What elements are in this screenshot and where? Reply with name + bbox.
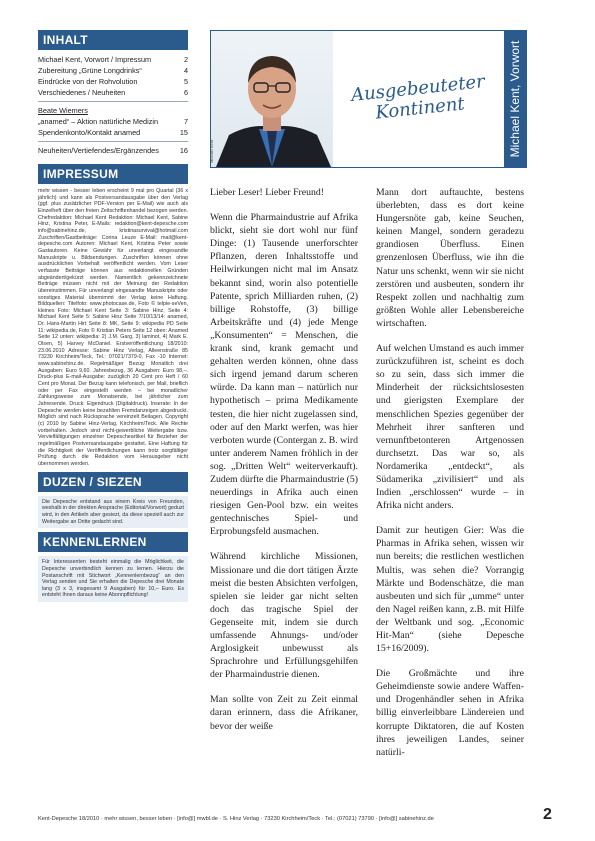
photo-credit: Michael Kent bbox=[209, 139, 214, 163]
toc-item[interactable]: Zubereitung „Grüne Longdrinks“ 4 bbox=[38, 66, 188, 75]
duzen-heading: DUZEN / SIEZEN bbox=[38, 472, 188, 492]
toc-item[interactable]: Eindrücke von der Rohvolution 5 bbox=[38, 77, 188, 86]
toc-item[interactable]: Verschiedenes / Neuheiten 6 bbox=[38, 88, 188, 97]
impressum-text: mehr wissen - besser leben erscheint 9 mal pro Quartal (36 x jährlich) und kann als Postversandausgabe über den Verlag (ggf. plus zusätzlicher PDF-Version per E-Mail) wie auch als Einzelheft über den freien Zeitschriftenhandel bezogen werden. Chefredaktion: Michael Kent Redaktion: Michael Kent, Sabine Hinz, Kristina Peter, E-Mails: redaktion@kent-depesche.com info@sabinehinz.de, kristinasurvival@hotmail.com Zuschriften/Gastbeiträge: Corina Leuze E-Mail: mail@kent-depesche.com Autoren: Michael Kent, Kristina Peter sowie Gastautoren. Keine Gewähr für unverlangt eingesandte Manuskripte u. Bildsendungen. Zuschriften können ohne ausdrücklichen Vorbehalt veröffentlicht werden. Vom Leser verfasste Beiträge können aus redaktionellen Gründen abgeändert/gekürzt werden. Namentlich gekennzeichnete Beiträge müssen nicht mit der Meinung der Redaktion übereinstimmen. Für unverlangt eingesandte Manuskripte oder sonstiges Material übernimmt der Verlag keine Haftung. Bildquellen: Titelfoto: www.photocase.de, Foto © telpie-seVen, kleines Foto: Michael Kent Seite 3: Sabine Hinz, Seite 4: Michael Kent Seite 5: Sabine Hinz Seite 7/10/13/14: anamed, Dr. Hans-Martin Hirt Seite 8: MK, Seite 9: wikipedia PD Seite 11: wikipedia.de, Foto © Kristian Peters Seite 12 oben: Anamed Seite 12 unten: wikipedia: 2) J.M. Garg, 3) laminot, 4) Mark E. Olsen, 5) Harvey McDaniel. Erstveröffentlichung 18/2010: 23.06.2010 Adresse: Sabine Hinz Verlag, Alleenstraße 85 73230 Kirchheim/Teck, Tel.: 07021/7379-0, Fax -10 Internet: www.sabinehinz.de. Regelmäßiger Bezug: Monatlich drei Ausgaben: Euro 9,60. Jahresbezug, 36 Ausgaben: Euro 98,–. Druck-plus E-mail-Ausgabe: zuzüglich 20 Cent pro Heft / 60 Cent pro Monat. Der Bezug kann telefonisch, per Mail, brieflich oder per Fax eingestellt werden – bei monatlicher Zahlungsweise zum Monatsende, bei jährlicher zum Jahresende. Druck: Eigendruck (Digitaldruck). Inserate: In der Depesche werden keine bezahlten Fremdanzeigen abgedruckt. Möglich sind nach Rücksprache vereinzelt Beilagen. Copyright (c) 2010 by Sabine Hinz-Verlag, Kirchheim/Teck. Alle Rechte vorbehalten. Jedoch sind nicht-gewerbliche Weitergabe bzw. Vervielfältigungen einzelner Depescheartikel für Bezieher der regelmäßigen Postversandausgabe gestattet. Eine Haftung für die Richtigkeit der Veröffentlichungen kann trotz sorgfältiger Prüfung durch die Redaktion vom Herausgeber nicht übernommen werden. bbox=[38, 188, 188, 467]
paragraph: Man sollte von Zeit zu Zeit einmal daran erinnern, dass die Afrikaner, bevor der weiße bbox=[210, 694, 358, 732]
table-of-contents bbox=[38, 54, 188, 156]
paragraph: Wenn die Pharmaindustrie auf Afrika blickt, sieht sie dort wohl nur fünf Dinge: (1) Tausende unerforschter Pflanzen, deren Inhaltsstoffe und Heilwirkungen nicht mal im Ansatz bekannt sind, worin also potentielle Patente, sprich Milliarden ruhen, (2) billige Rohstoffe, (3) billige Arbeitskräfte und (4) jede Menge „Konsumenten“ = Menschen, die krank sind, krank gemacht und gehalten werden können, ohne dass sich irgend jemand darum scheren würde. Da kann man – natürlich nur hypothetisch – prima Medikamente testen, die hier nicht zugelassen sind, oder auf den Markt werfen, was hier verboten wurde (Contergan z. B. wird unter anderem Namen fröhlich in der sog. „Dritten Welt“ weiterverkauft). Zudem dürfte die Pharmaindustrie (5) neuerdings in Afrika auch einen riesigen Gen-Pool bzw. ein weites gentechnisches Spiel- und Erprobungsfeld ausmachen. bbox=[210, 212, 358, 538]
article-column-2 bbox=[376, 186, 524, 771]
kennenlernen-text: Für Interessenten besteht einmalig die Möglichkeit, die Depesche unverbindlich kennen zu lernen. Hierzu die Postanschrift mit Stichwort „Kennenlernbezug“ an den Verlag senden und Sie erhalten die Depesche drei Monate lang (3 x 3, insgesamt 9 Ausgaben) für 10,– Euro. Es entsteht Ihnen daraus keine Abonnpflichtung! bbox=[38, 556, 188, 602]
section-title: Michael Kent, Vorwort bbox=[508, 40, 522, 158]
kennenlernen-heading: KENNENLERNEN bbox=[38, 532, 188, 552]
paragraph: Auf welchen Umstand es auch immer zurückzuführen ist, scheint es doch so zu sein, dass sich immer die Minderheit der rücksichtslosesten und gierigsten Exemplare der menschlichen Spezies gegenüber der Mehrheit ihrer sanfteren und vernunftbetonteren Artgenossen durchsetzt. Das war so, als Nordamerika „entdeckt“, als Südamerika „zivilisiert“ und als Indien „erschlossen“ wurde – in Afrika nicht anders. bbox=[376, 343, 524, 512]
salutation: Lieber Leser! Lieber Freund! bbox=[210, 187, 324, 198]
toc-item[interactable]: „anamed“ – Aktion natürliche Medizin 7 bbox=[38, 117, 188, 126]
page-footer: Kent-Depesche 18/2010 · mehr wissen, besser leben · [info@] mwbl.de · S. Hinz Verlag · 73230 Kirchheim/Teck · Tel.: (07021) 73790 · [info@] sabinehinz.de bbox=[38, 816, 434, 822]
portrait-illustration bbox=[211, 31, 333, 167]
toc-item[interactable]: Michael Kent, Vorwort / Impressum 2 bbox=[38, 55, 188, 64]
article-column-1 bbox=[210, 186, 358, 745]
duzen-text: Die Depesche entstand aus einem Kreis von Freunden, weshalb in der direkten Ansprache (Editorial/Vorwort) geduzt wird, in den Artikeln aber gesiezt, da diese speziell auch zur Weitergabe an Dritte gedacht sind. bbox=[38, 496, 188, 529]
paragraph: Damit zur heutigen Gier: Was die Pharmas in Afrika sehen, wissen wir nun bereits; die restlichen westlichen Multis, was sehen die? Vorrangig Märkte und Bodenschätze, die man ausbeuten und sich für „umme“ unter den Nagel reißen kann, z.B. mit Hilfe der Weltbank und sog. „Economic Hit-Man“ (siehe Depesche 15+16/2009). bbox=[376, 525, 524, 655]
paragraph: Die Großmächte und ihre Geheimdienste sowie andere Waffen- und Drogenhändler sehen in Afrika billig einverleibbare Ländereien und korrupte Diktatoren, die auf Kosten ihres jeweiligen Landes, seiner natürli- bbox=[376, 668, 524, 758]
toc-author: Beate Wiemers bbox=[38, 106, 88, 115]
paragraph: Mann dort auftauchte, bestens überlebten, dass es dort keine Hungersnöte gab, keine Seuchen, keinen Mangel, sondern geradezu grandiosen Überfluss. Einen grenzenlosen Überfluss, wie ihn die Natur uns schenkt, wenn wir sie nicht zerstören und ausbeuten, sondern ihr Respekt zollen und nachhaltig zum größten Wohle aller Lebensbereiche wirtschaften. bbox=[376, 187, 524, 329]
article-kicker: Ausgebeuteter Kontinent bbox=[350, 71, 486, 124]
sidebar bbox=[38, 30, 188, 602]
impressum-heading: IMPRESSUM bbox=[38, 164, 188, 184]
page-number: 2 bbox=[543, 806, 552, 823]
toc-item[interactable]: Spendenkonto/Kontakt anamed 15 bbox=[38, 128, 188, 137]
divider bbox=[38, 101, 188, 102]
article-header bbox=[210, 30, 527, 168]
paragraph: Während kirchliche Missionen, Missionare und die dort tätigen Ärzte meist die besten Absichten verfolgen, spielen sie leider gar nicht selten doch das tragische Spiel der Gegenseite mit, indem sie durch umfassende Ahnungs- und/oder Arglosigkeit unbewusst als Sprachrohre und Erfüllungsgehilfen der Pharmaindustrie dienen. bbox=[210, 551, 358, 681]
divider bbox=[38, 141, 188, 142]
author-photo bbox=[211, 31, 333, 167]
inhalt-heading: INHALT bbox=[38, 30, 188, 50]
toc-item[interactable]: Neuheiten/Vertiefendes/Ergänzendes 16 bbox=[38, 146, 188, 155]
section-title-bar bbox=[504, 31, 526, 167]
